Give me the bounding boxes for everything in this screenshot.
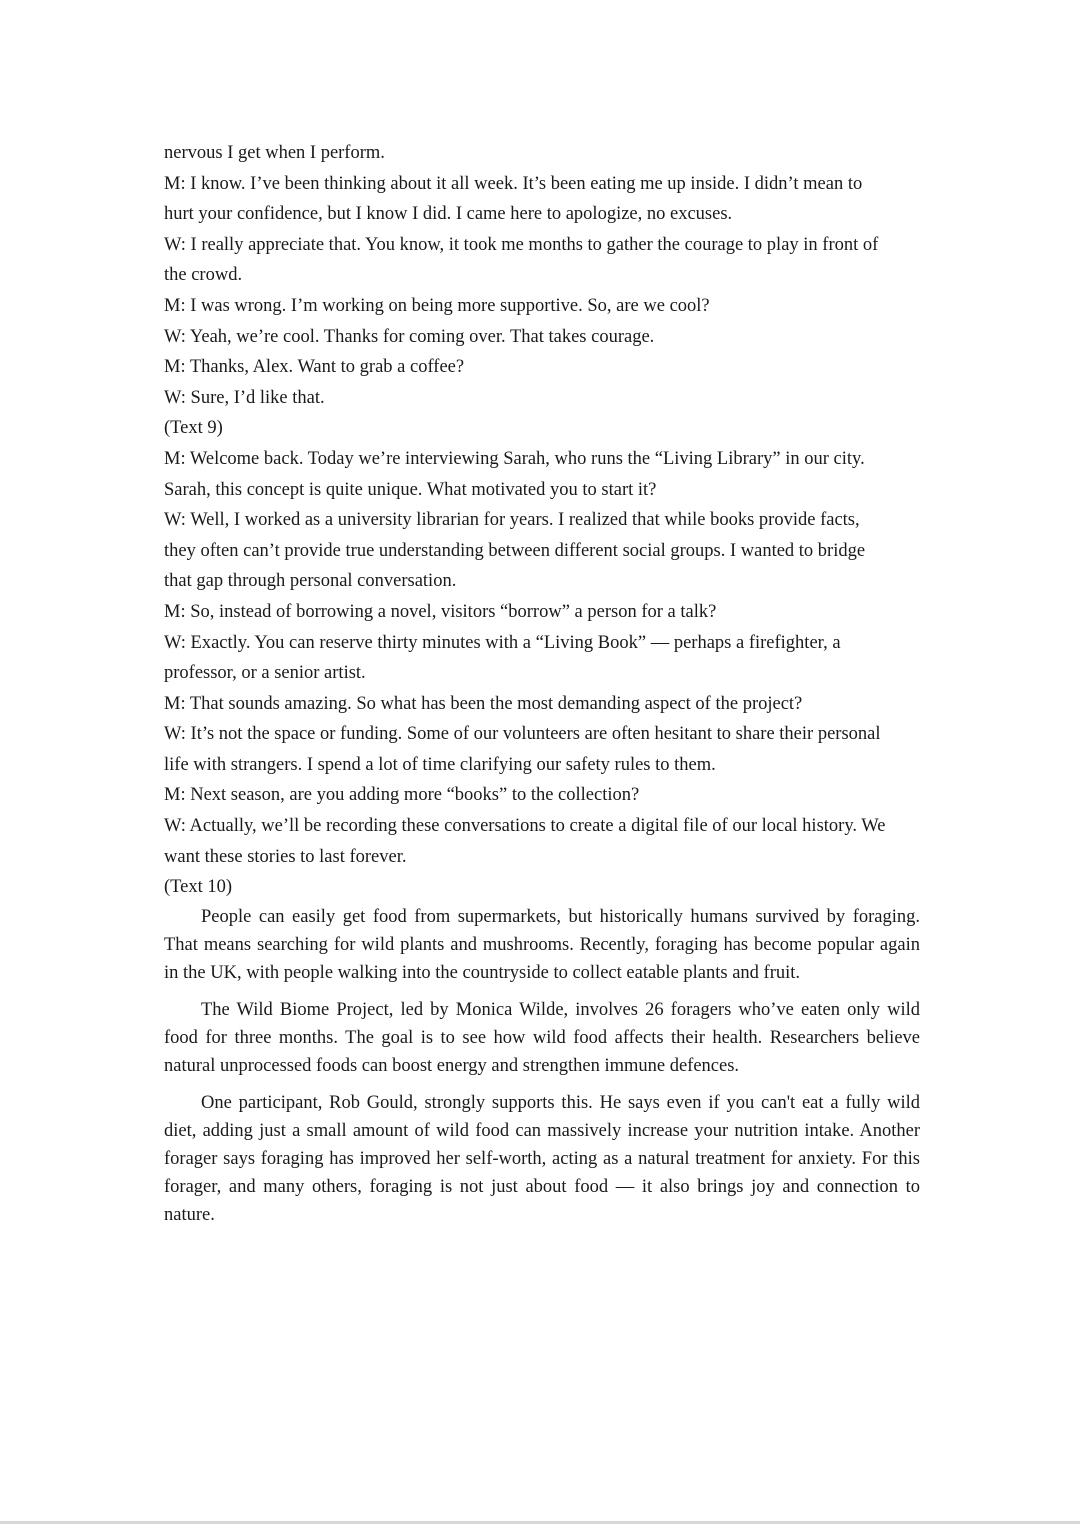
document-page (164, 138, 920, 1238)
dialogue-line: Sarah, this concept is quite unique. What motivated you to start it? (164, 479, 657, 500)
dialogue-line: W: Sure, I’d like that. (164, 387, 325, 408)
dialogue-line: M: Welcome back. Today we’re interviewing Sarah, who runs the “Living Library” in our city. (164, 448, 865, 469)
dialogue-line: professor, or a senior artist. (164, 663, 366, 684)
dialogue-line: hurt your confidence, but I know I did. I came here to apologize, no excuses. (164, 204, 733, 225)
dialogue-line: nervous I get when I perform. (164, 143, 385, 163)
dialogue-line: W: Exactly. You can reserve thirty minutes with a “Living Book” — perhaps a firefighter, a (164, 632, 841, 653)
dialogue-line: M: I know. I’ve been thinking about it all week. It’s been eating me up inside. I didn’t mean to (164, 173, 863, 194)
dialogue-line: W: Actually, we’ll be recording these conversations to create a digital file of our local history. We (164, 816, 886, 837)
text9-heading: (Text 9) (164, 418, 223, 439)
passage-paragraph: The Wild Biome Project, led by Monica Wilde, involves 26 foragers who’ve eaten only wild food for three months. The goal is to see how wild food affects their health. Researchers believe natural unprocessed foods can boost energy and strengthen immune defences. (164, 999, 920, 1076)
passage-paragraph: One participant, Rob Gould, strongly supports this. He says even if you can't eat a fully wild diet, adding just a small amount of wild food can massively increase your nutrition intake. Another forager says foraging has improved her self-worth, acting as a natural treatment for anxiety. For this forager, and many others, foraging is not just about food — it also brings joy and connection to nature. (164, 1092, 920, 1225)
text10-heading: (Text 10) (164, 877, 233, 898)
dialogue-line: M: Next season, are you adding more “books” to the collection? (164, 785, 640, 806)
dialogue-line: M: That sounds amazing. So what has been the most demanding aspect of the project? (164, 693, 803, 714)
dialogue-line: W: Well, I worked as a university librarian for years. I realized that while books provide facts, (164, 510, 860, 531)
dialogue-line: they often can’t provide true understanding between different social groups. I wanted to bridge (164, 540, 866, 561)
passage-paragraph: People can easily get food from supermarkets, but historically humans survived by foraging. That means searching for wild plants and mushrooms. Recently, foraging has become popular again in the UK, with people walking into the countryside to collect eatable plants and fruit. (164, 906, 920, 983)
text8-dialogue (164, 138, 920, 413)
dialogue-line: M: So, instead of borrowing a novel, visitors “borrow” a person for a talk? (164, 601, 717, 622)
dialogue-line: M: I was wrong. I’m working on being more supportive. So, are we cool? (164, 295, 710, 316)
text9-dialogue (164, 444, 920, 872)
dialogue-line: the crowd. (164, 265, 243, 286)
dialogue-line: W: It’s not the space or funding. Some of our volunteers are often hesitant to share their personal (164, 724, 881, 745)
dialogue-line: that gap through personal conversation. (164, 571, 457, 592)
text10-passage (164, 903, 920, 1229)
dialogue-line: life with strangers. I spend a lot of time clarifying our safety rules to them. (164, 754, 716, 775)
dialogue-line: W: I really appreciate that. You know, it took me months to gather the courage to play in front of (164, 234, 879, 255)
dialogue-line: M: Thanks, Alex. Want to grab a coffee? (164, 357, 465, 378)
dialogue-line: W: Yeah, we’re cool. Thanks for coming over. That takes courage. (164, 326, 655, 347)
dialogue-line: want these stories to last forever. (164, 846, 407, 867)
